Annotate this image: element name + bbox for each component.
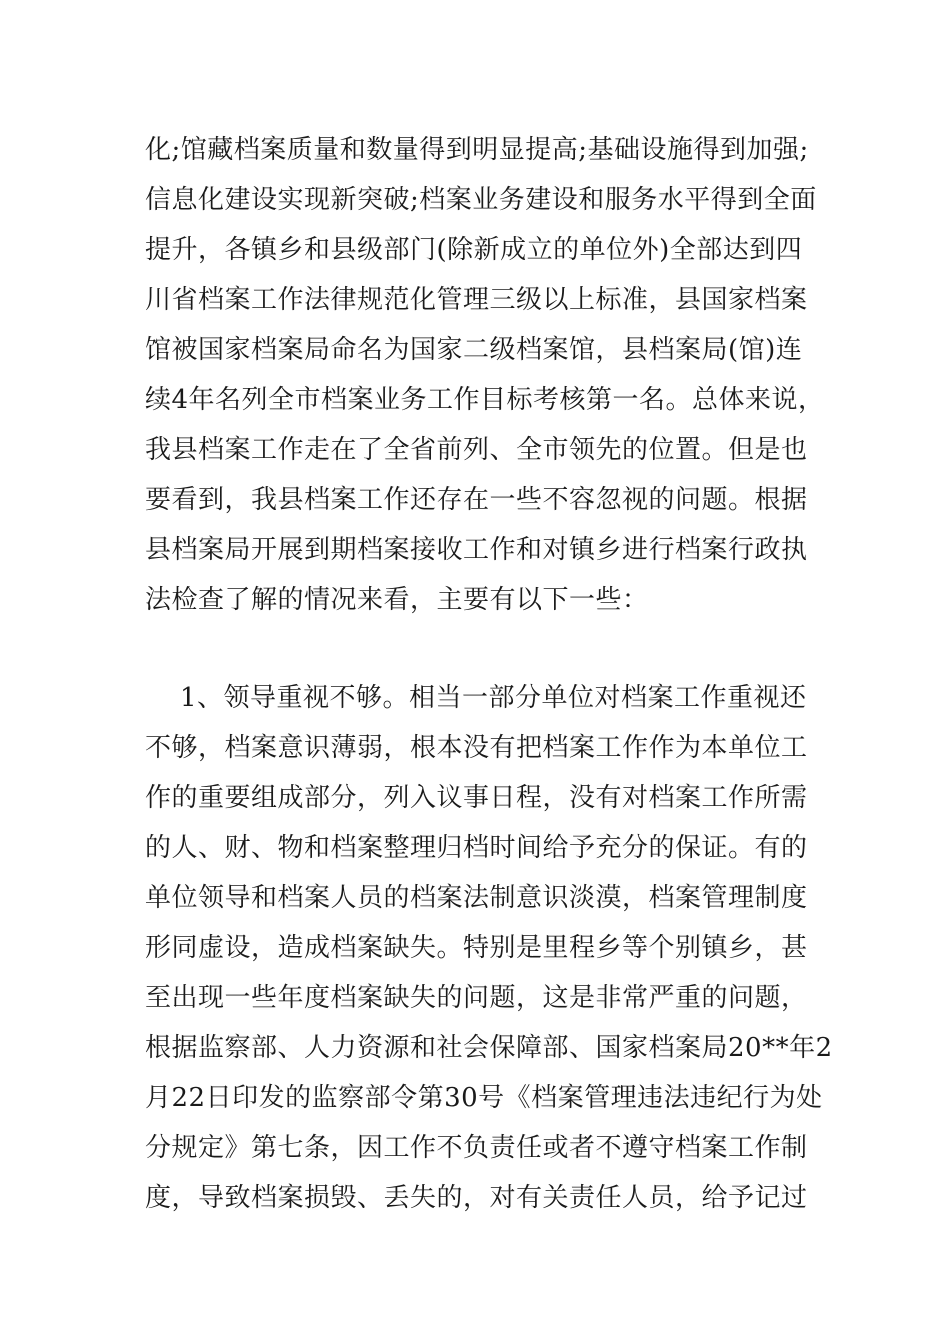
text-line: 1、领导重视不够。相当一部分单位对档案工作重视还 <box>180 683 807 713</box>
text-line: 提升，各镇乡和县级部门(除新成立的单位外)全部达到四 <box>145 235 803 265</box>
text-line: 月22日印发的监察部令第30号《档案管理违法违纪行为处 <box>145 1083 823 1113</box>
text-line: 化;馆藏档案质量和数量得到明显提高;基础设施得到加强; <box>145 135 809 165</box>
text-line: 我县档案工作走在了全省前列、全市领先的位置。但是也 <box>145 435 808 465</box>
text-line: 单位领导和档案人员的档案法制意识淡漠，档案管理制度 <box>145 883 808 913</box>
text-line: 根据监察部、人力资源和社会保障部、国家档案局20**年2 <box>145 1033 833 1063</box>
text-line: 形同虚设，造成档案缺失。特别是里程乡等个别镇乡，甚 <box>145 933 808 963</box>
text-line: 分规定》第七条，因工作不负责任或者不遵守档案工作制 <box>145 1133 808 1163</box>
text-line: 法检查了解的情况来看，主要有以下一些： <box>145 585 649 615</box>
text-line: 要看到，我县档案工作还存在一些不容忽视的问题。根据 <box>145 485 808 515</box>
text-line: 的人、财、物和档案整理归档时间给予充分的保证。有的 <box>145 833 808 863</box>
text-line: 信息化建设实现新突破;档案业务建设和服务水平得到全面 <box>145 185 817 215</box>
text-line: 续4年名列全市档案业务工作目标考核第一名。总体来说， <box>145 385 825 415</box>
text-line: 至出现一些年度档案缺失的问题，这是非常严重的问题， <box>145 983 808 1013</box>
text-line: 馆被国家档案局命名为国家二级档案馆，县档案局(馆)连 <box>145 335 803 365</box>
text-line: 不够，档案意识薄弱，根本没有把档案工作作为本单位工 <box>145 733 808 763</box>
text-line: 度，导致档案损毁、丢失的，对有关责任人员，给予记过 <box>145 1183 808 1213</box>
text-line: 县档案局开展到期档案接收工作和对镇乡进行档案行政执 <box>145 535 808 565</box>
text-line: 川省档案工作法律规范化管理三级以上标准，县国家档案 <box>145 285 808 315</box>
text-line: 作的重要组成部分，列入议事日程，没有对档案工作所需 <box>145 783 808 813</box>
